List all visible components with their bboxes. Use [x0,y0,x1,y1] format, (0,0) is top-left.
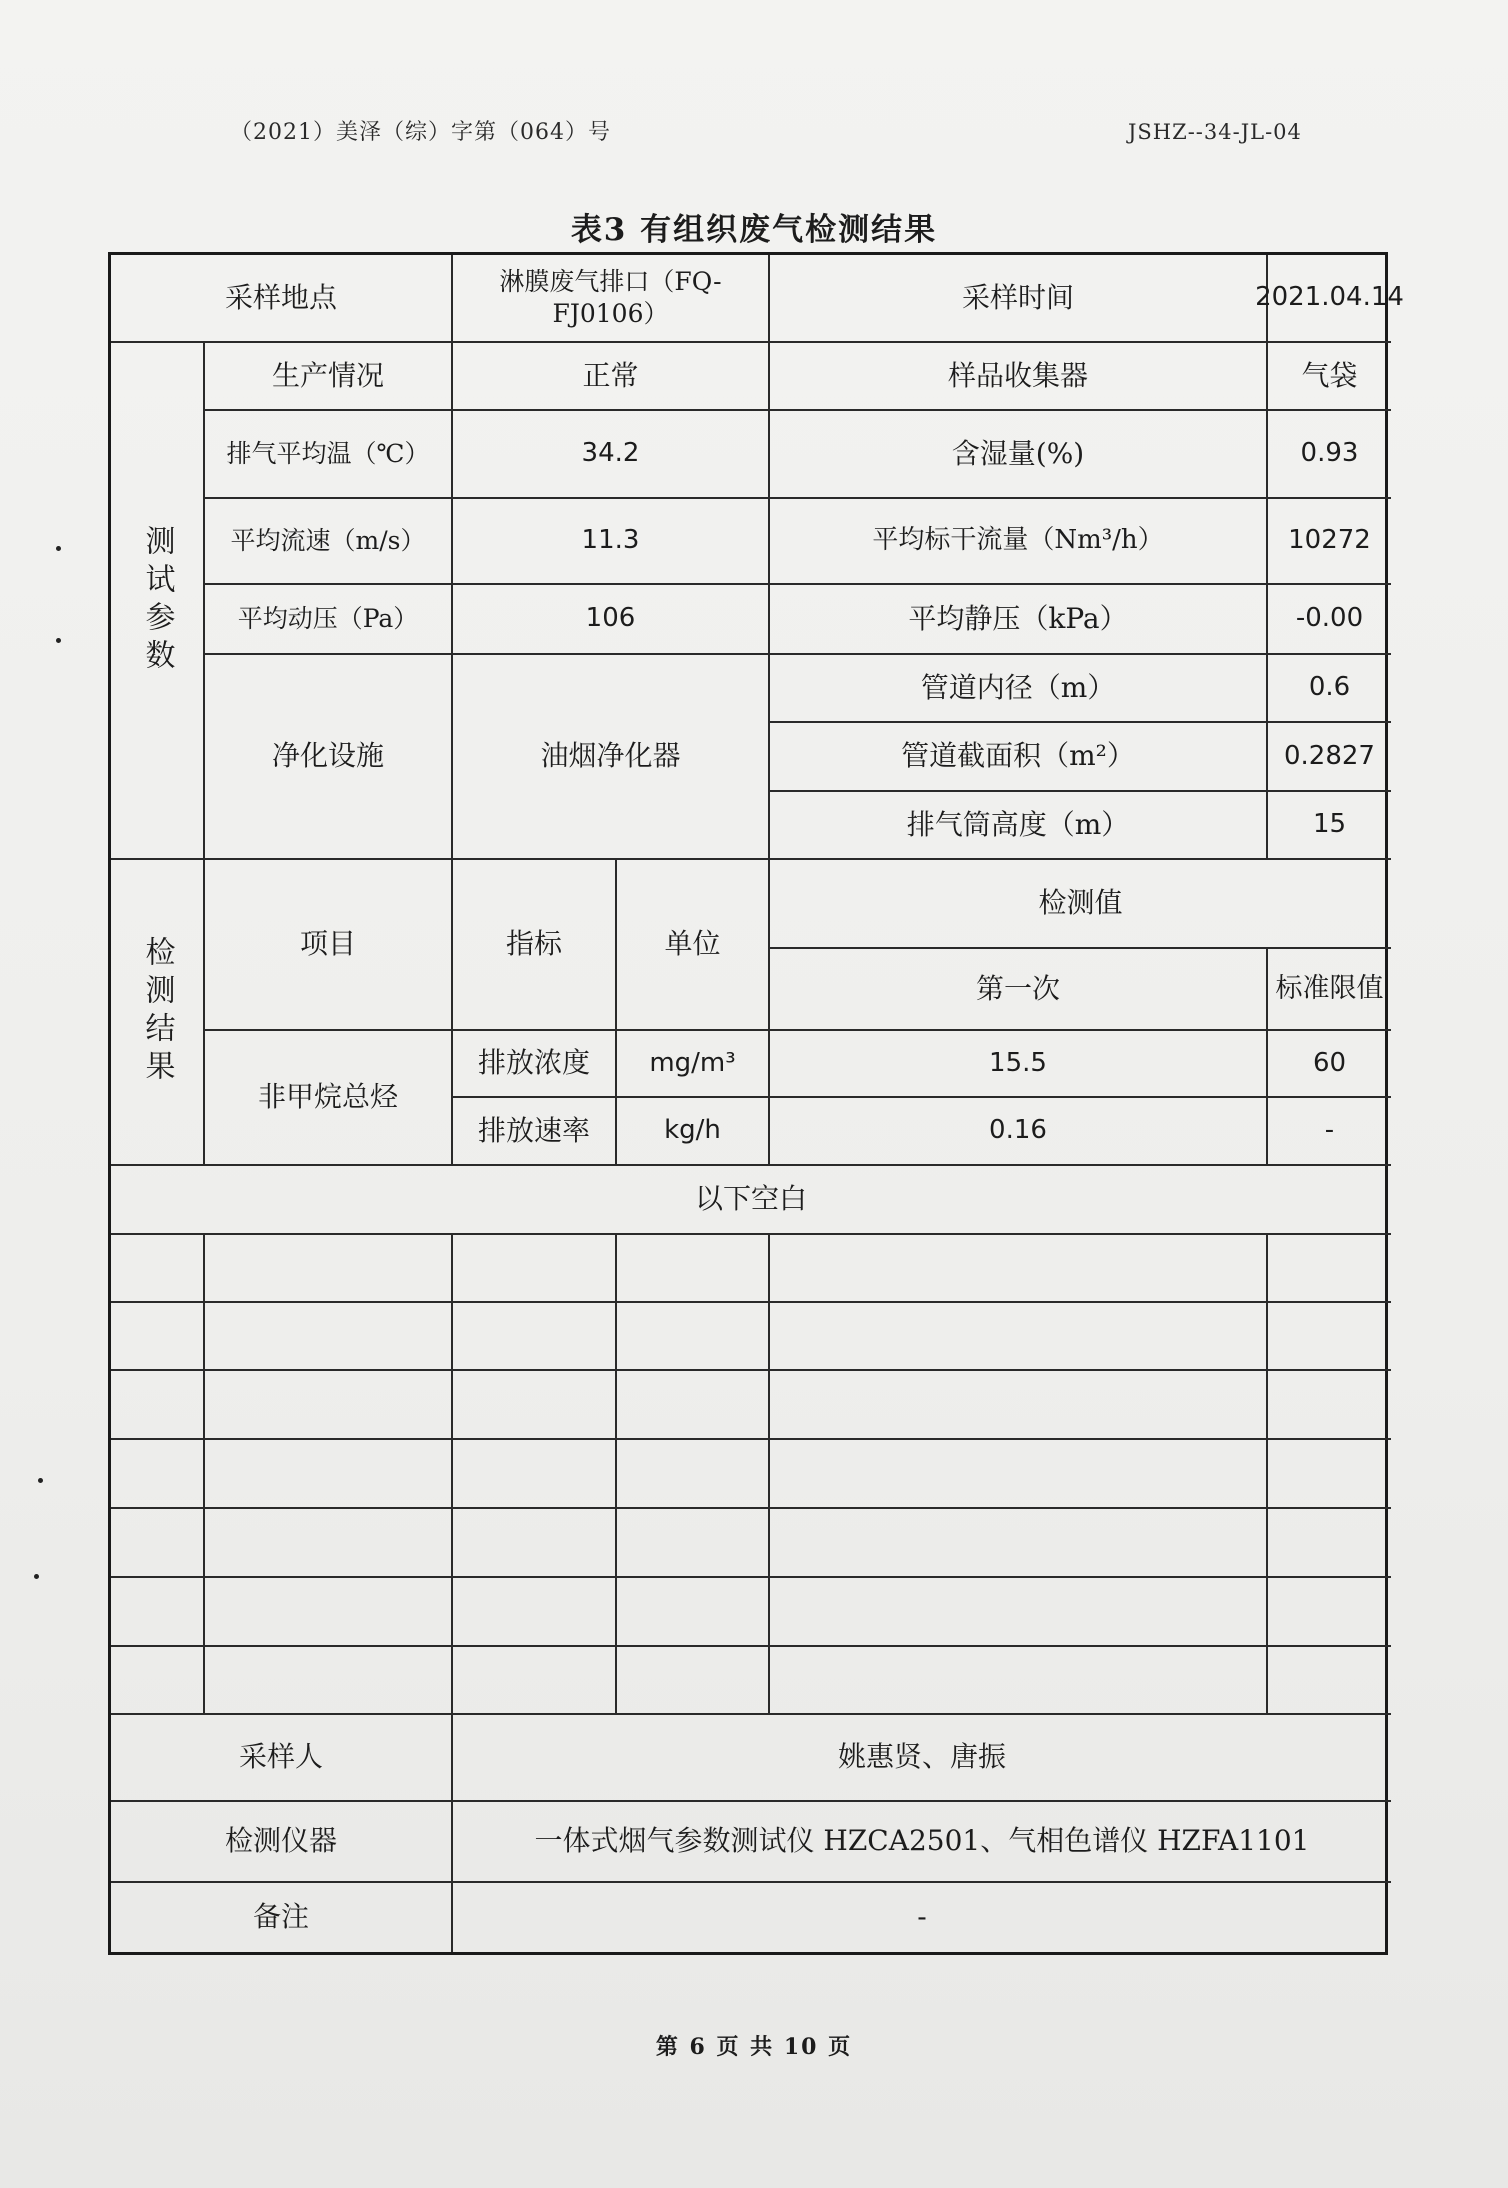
empty-cell [617,1647,770,1715]
empty-cell [617,1235,770,1303]
empty-cell [453,1509,617,1578]
purification-label: 净化设施 [205,655,453,860]
empty-cell [111,1371,205,1440]
humidity-label: 含湿量(%) [770,411,1268,499]
empty-cell [205,1303,453,1371]
empty-cell [770,1440,1268,1509]
empty-cell [770,1371,1268,1440]
empty-cell [1268,1647,1391,1715]
scan-mark [34,1574,39,1579]
empty-cell [205,1647,453,1715]
empty-cell [617,1371,770,1440]
empty-cell [1268,1509,1391,1578]
purification-value: 油烟净化器 [453,655,770,860]
empty-cell [205,1509,453,1578]
results-table [108,252,1404,1955]
empty-cell [111,1303,205,1371]
results-section-label: 检测结果 [111,860,205,1166]
area-value: 0.2827 [1268,723,1391,792]
limit-rate: - [1268,1098,1391,1166]
limit-header: 标准限值 [1268,949,1391,1031]
empty-cell [617,1440,770,1509]
empty-cell [617,1509,770,1578]
empty-cell [111,1509,205,1578]
production-label: 生产情况 [205,343,453,411]
item-header: 项目 [205,860,453,1031]
static-pressure-label: 平均静压（kPa） [770,585,1268,655]
empty-cell [111,1235,205,1303]
empty-cell [111,1647,205,1715]
unit-rate: kg/h [617,1098,770,1166]
empty-cell [453,1371,617,1440]
empty-cell [1268,1371,1391,1440]
unit-header: 单位 [617,860,770,1031]
empty-cell [770,1578,1268,1647]
first-concentration: 15.5 [770,1031,1268,1098]
empty-cell [770,1647,1268,1715]
sampling-time-label: 采样时间 [770,255,1268,343]
static-pressure-value: -0.00 [1268,585,1391,655]
index-header: 指标 [453,860,617,1031]
empty-cell [453,1647,617,1715]
item-name: 非甲烷总烃 [205,1031,453,1166]
height-label: 排气筒高度（m） [770,792,1268,860]
form-code: JSHZ--34-JL-04 [1128,120,1302,144]
empty-cell [1268,1578,1391,1647]
diameter-value: 0.6 [1268,655,1391,723]
empty-cell [770,1235,1268,1303]
empty-cell [617,1578,770,1647]
empty-cell [453,1440,617,1509]
value-header: 检测值 [770,860,1391,949]
sampling-site-value: 淋膜废气排口（FQ-FJ0106） [453,255,770,343]
flow-value: 10272 [1268,499,1391,585]
instrument-label: 检测仪器 [111,1802,453,1883]
instrument-value: 一体式烟气参数测试仪 HZCA2501、气相色谱仪 HZFA1101 [453,1802,1391,1883]
empty-cell [1268,1440,1391,1509]
temperature-label: 排气平均温（℃） [205,411,453,499]
first-measure-header: 第一次 [770,949,1268,1031]
collector-label: 样品收集器 [770,343,1268,411]
area-label: 管道截面积（m²） [770,723,1268,792]
empty-cell [770,1509,1268,1578]
empty-cell [205,1440,453,1509]
velocity-label: 平均流速（m/s） [205,499,453,585]
index-concentration: 排放浓度 [453,1031,617,1098]
unit-concentration: mg/m³ [617,1031,770,1098]
blank-note: 以下空白 [111,1166,1391,1235]
empty-cell [111,1440,205,1509]
limit-concentration: 60 [1268,1031,1391,1098]
empty-cell [205,1235,453,1303]
sampling-time-value: 2021.04.14 [1268,255,1391,343]
scan-mark [56,638,61,643]
empty-cell [453,1303,617,1371]
index-rate: 排放速率 [453,1098,617,1166]
dynamic-pressure-value: 106 [453,585,770,655]
empty-cell [111,1578,205,1647]
velocity-value: 11.3 [453,499,770,585]
collector-value: 气袋 [1268,343,1391,411]
sampling-site-label: 采样地点 [111,255,453,343]
height-value: 15 [1268,792,1391,860]
empty-cell [770,1303,1268,1371]
empty-cell [617,1303,770,1371]
temperature-value: 34.2 [453,411,770,499]
flow-label: 平均标干流量（Nm³/h） [770,499,1268,585]
dynamic-pressure-label: 平均动压（Pa） [205,585,453,655]
empty-cell [453,1578,617,1647]
remark-label: 备注 [111,1883,453,1952]
humidity-value: 0.93 [1268,411,1391,499]
scan-mark [38,1478,43,1483]
empty-cell [1268,1235,1391,1303]
test-params-section-label: 测试参数 [111,343,205,860]
empty-cell [205,1371,453,1440]
empty-cell [1268,1303,1391,1371]
first-rate: 0.16 [770,1098,1268,1166]
empty-cell [453,1235,617,1303]
report-number: （2021）美泽（综）字第（064）号 [230,120,611,145]
remark-value: - [917,1900,927,1934]
table-title: 表3 有组织废气检测结果 [570,212,938,248]
sampler-label: 采样人 [111,1715,453,1802]
diameter-label: 管道内径（m） [770,655,1268,723]
sampler-value: 姚惠贤、唐振 [453,1715,1391,1802]
page-footer: 第 6 页 共 10 页 [655,2034,853,2060]
empty-cell [205,1578,453,1647]
scan-mark [56,546,61,551]
production-value: 正常 [453,343,770,411]
